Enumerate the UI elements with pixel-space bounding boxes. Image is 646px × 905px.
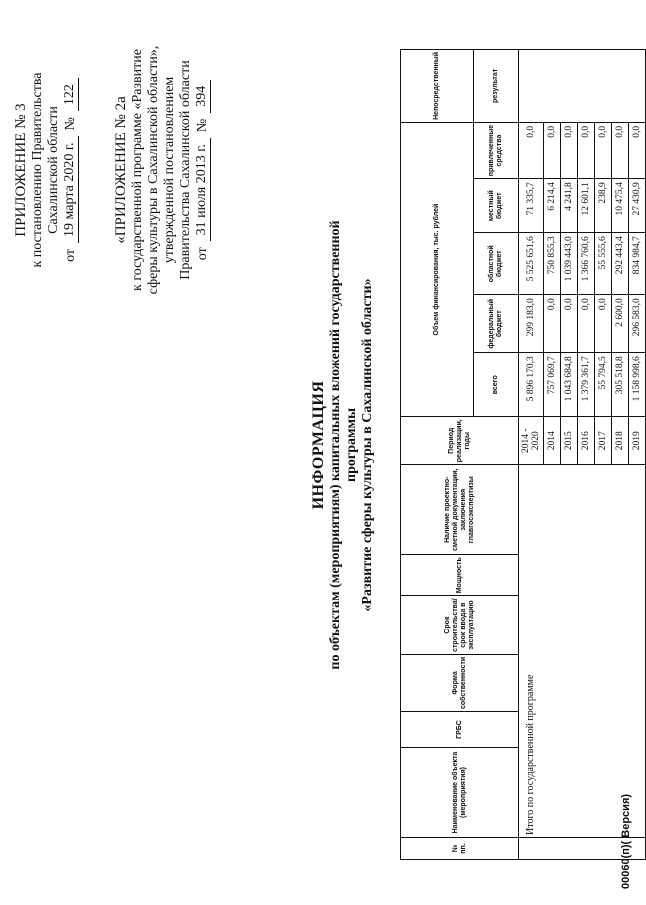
regional-cell: 750 855,3	[544, 233, 561, 295]
local-cell: 27 430,9	[629, 179, 646, 233]
appendix-3-block	[12, 20, 79, 320]
period-cell: 2014 - 2020	[519, 417, 544, 465]
regional-cell: 292 443,4	[612, 233, 629, 295]
document-heading	[310, 215, 376, 675]
local-cell: 6 214,4	[544, 179, 561, 233]
federal-cell: 2 600,0	[612, 295, 629, 353]
appendix-2a-date-row	[194, 20, 211, 320]
federal-cell: 0,0	[561, 295, 578, 353]
header-finance-group: Объем финансирования, тыс. рублей	[401, 122, 474, 416]
other-cell: 0,0	[519, 122, 544, 178]
appendix-2a-line4: Правительства Сахалинской области	[178, 60, 193, 280]
total-cell: 757 069,7	[544, 353, 561, 417]
appendix-3-line1: к постановлению Правительства	[30, 72, 45, 268]
regional-cell: 55 555,6	[595, 233, 612, 295]
header-period: Период реализации, годы	[401, 417, 519, 465]
heading-line1: по объектам (мероприятиям) капитальных вложений государственной программы	[328, 220, 359, 670]
regional-cell: 834 984,7	[629, 233, 646, 295]
header-result: результат	[474, 49, 519, 122]
appendix-2a-block	[112, 20, 211, 320]
period-cell: 2015	[561, 417, 578, 465]
total-cell: 5 896 170,3	[519, 353, 544, 417]
appendix-3-no-label: №	[63, 117, 78, 131]
total-cell: 305 518,8	[612, 353, 629, 417]
regional-cell: 1 039 443,0	[561, 233, 578, 295]
appendix-3-from-label: от	[63, 248, 78, 262]
period-cell: 2018	[612, 417, 629, 465]
header-grbs: ГРБС	[401, 712, 519, 748]
header-indicator-group: Непосредственный	[401, 49, 474, 122]
header-name: Наименование объекта (мероприятия)	[401, 748, 519, 838]
table-row	[519, 49, 544, 859]
appendix-2a-line1: к государственной программе «Развитие	[130, 49, 145, 291]
other-cell: 0,0	[561, 122, 578, 178]
appendix-2a-title: «ПРИЛОЖЕНИЕ № 2а	[113, 96, 129, 244]
other-cell: 0,0	[629, 122, 646, 178]
local-cell: 10 475,4	[612, 179, 629, 233]
period-cell: 2016	[578, 417, 595, 465]
version-footer: 00060(п)( Версия)	[620, 793, 632, 889]
federal-cell: 0,0	[544, 295, 561, 353]
other-cell: 0,0	[612, 122, 629, 178]
local-cell: 238,9	[595, 179, 612, 233]
total-cell: 1 043 684,8	[561, 353, 578, 417]
appendix-3-number: 122	[62, 78, 79, 111]
header-regional: областной бюджет	[474, 233, 519, 295]
total-cell: 1 379 361,7	[578, 353, 595, 417]
appendix-2a-no-label: №	[195, 118, 210, 133]
header-total: всего	[474, 353, 519, 417]
local-cell: 71 335,7	[519, 179, 544, 233]
header-local: местный бюджет	[474, 179, 519, 233]
heading-title: ИНФОРМАЦИЯ	[310, 380, 327, 510]
appendix-2a-line2: сферы культуры в Сахалинской области»,	[146, 45, 161, 295]
header-other: привлеченные средства	[474, 122, 519, 178]
federal-cell: 296 583,0	[629, 295, 646, 353]
federal-cell: 0,0	[578, 295, 595, 353]
header-num: № пп.	[401, 838, 519, 860]
federal-cell: 299 183,0	[519, 295, 544, 353]
period-cell: 2014	[544, 417, 561, 465]
appendix-2a-date: 31 июля 2013 г.	[194, 138, 211, 241]
local-cell: 12 601,1	[578, 179, 595, 233]
appendix-3-date: 19 марта 2020 г.	[62, 136, 79, 242]
result-cell	[519, 49, 646, 122]
header-ownership: Форма собственности	[401, 654, 519, 711]
appendix-3-line2: Сахалинской области	[46, 106, 61, 234]
federal-cell: 0,0	[595, 295, 612, 353]
appendix-2a-from-label: от	[195, 247, 210, 261]
total-cell: 1 158 998,6	[629, 353, 646, 417]
header-capacity: Мощность	[401, 555, 519, 596]
other-cell: 0,0	[578, 122, 595, 178]
appendix-2a-line3: утвержденной постановлением	[162, 76, 177, 264]
total-cell: 55 794,5	[595, 353, 612, 417]
period-cell: 2019	[629, 417, 646, 465]
appendix-2a-number: 394	[194, 80, 211, 113]
other-cell: 0,0	[595, 122, 612, 178]
appendix-3-date-row	[62, 20, 79, 320]
period-cell: 2017	[595, 417, 612, 465]
capital-investments-table	[400, 49, 646, 860]
header-docs: Наличие проектно-сметной документации, заключения главгосэкспертизы	[401, 465, 519, 555]
regional-cell: 1 366 760,6	[578, 233, 595, 295]
header-federal: федеральный бюджет	[474, 295, 519, 353]
total-label: Итого по государственной программе	[519, 465, 646, 838]
local-cell: 4 241,8	[561, 179, 578, 233]
regional-cell: 5 525 651,6	[519, 233, 544, 295]
heading-line2: «Развитие сферы культуры в Сахалинской области»	[360, 278, 375, 612]
appendix-3-title: ПРИЛОЖЕНИЕ № 3	[13, 103, 29, 237]
other-cell: 0,0	[544, 122, 561, 178]
header-terms: Срок строительства/срок ввода в эксплуатацию	[401, 596, 519, 655]
